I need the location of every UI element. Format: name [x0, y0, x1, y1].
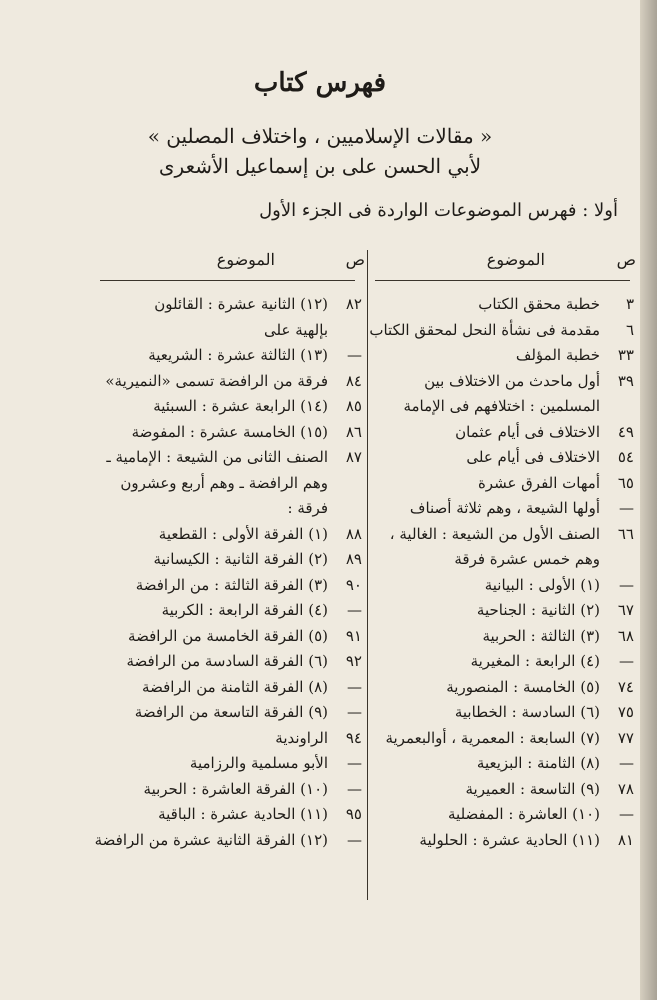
entry-page-number: —: [347, 346, 362, 364]
entry-topic: وهم خمس عشرة فرقة: [454, 550, 600, 568]
index-entry: [359, 573, 634, 599]
entry-page-number: ٩٢: [345, 652, 362, 670]
right-page-header: ص: [616, 250, 636, 269]
index-entry: [87, 445, 362, 471]
index-entry: [359, 445, 634, 471]
index-entry: [359, 343, 634, 369]
index-entry: [87, 394, 362, 420]
index-entry: [359, 751, 634, 777]
author-line: لأبي الحسن على بن إسماعيل الأشعرى: [158, 154, 482, 178]
index-entry: [87, 649, 362, 675]
entry-page-number: ٤٩: [617, 422, 634, 441]
index-entry: [359, 420, 634, 446]
index-entry: [359, 649, 634, 675]
entry-topic: (٢) الفرقة الثانية : الكيسانية: [153, 550, 328, 568]
entry-topic: فرقة :: [287, 499, 328, 517]
entry-page-number: —: [347, 830, 362, 849]
index-entry: [87, 598, 362, 624]
entry-topic: فرقة من الرافضة تسمى «النميرية»: [105, 371, 328, 390]
index-entry: [87, 802, 362, 828]
entry-topic: الصنف الثانى من الشيعة : الإمامية ـ: [106, 448, 328, 466]
index-entry: [359, 318, 634, 344]
index-entry: [87, 471, 362, 497]
entry-page-number: ٥٤: [617, 448, 634, 466]
entry-topic: (١٢) الفرقة الثانية عشرة من الرافضة: [94, 830, 328, 849]
right-header-rule: [375, 280, 630, 281]
entry-page-number: ٨٤: [345, 371, 362, 390]
index-entry: [87, 547, 362, 573]
index-entry: [87, 700, 362, 726]
index-entry: [359, 471, 634, 497]
index-entry: [87, 369, 362, 395]
index-entry: [359, 496, 634, 522]
entry-page-number: ٣٣: [617, 346, 634, 364]
entry-topic: أولها الشيعة ، وهم ثلاثة أصناف: [409, 499, 600, 517]
entry-topic: (٦) الفرقة السادسة من الرافضة: [126, 652, 328, 670]
entry-topic: (١١) الحادية عشرة : الباقية: [158, 805, 328, 823]
entry-topic: (٨) الثامنة : البزيعية: [476, 754, 600, 772]
entry-page-number: ٩٠: [345, 575, 362, 594]
entry-page-number: —: [619, 805, 634, 823]
entry-page-number: —: [619, 652, 634, 670]
left-column: [87, 292, 362, 853]
entry-topic: المسلمين : اختلافهم فى الإمامة: [403, 397, 600, 415]
index-entry: [87, 420, 362, 446]
entry-page-number: ٨٧: [345, 448, 362, 466]
index-entry: [359, 292, 634, 318]
entry-topic: خطبة محقق الكتاب: [478, 295, 600, 313]
index-entry: [359, 624, 634, 650]
entry-topic: الصنف الأول من الشيعة : الغالية ،: [389, 524, 600, 543]
entry-topic: (١) الفرقة الأولى : القطعية: [158, 524, 328, 543]
entry-topic: الاختلاف فى أيام عثمان: [455, 422, 600, 441]
entry-page-number: —: [347, 754, 362, 772]
page-title: فهرس كتاب: [253, 68, 387, 98]
entry-topic: الاختلاف فى أيام على: [466, 448, 600, 466]
entry-page-number: ٨٢: [345, 295, 362, 313]
entry-topic: (١) الأولى : البيانية: [484, 575, 600, 594]
entry-page-number: ٦٧: [617, 601, 634, 619]
entry-topic: (٧) السابعة : المعمرية ، أوالبعمرية: [385, 728, 600, 747]
entry-topic: (١٤) الرابعة عشرة : السبئية: [153, 397, 328, 415]
entry-topic: (٩) التاسعة : العميرية: [465, 779, 600, 798]
page-edge: [640, 0, 657, 1000]
entry-page-number: —: [347, 601, 362, 619]
entry-page-number: —: [347, 677, 362, 696]
entry-topic: أمهات الفرق عشرة: [477, 473, 600, 492]
entry-topic: الأبو مسلمية والرزامية: [189, 754, 328, 772]
index-entry: [87, 573, 362, 599]
entry-topic: (١٣) الثالثة عشرة : الشريعية: [148, 346, 328, 364]
entry-page-number: ٩٤: [345, 728, 362, 747]
entry-page-number: ٦٨: [617, 626, 634, 645]
index-entry: [87, 318, 362, 344]
entry-topic: (٥) الفرقة الخامسة من الرافضة: [128, 626, 328, 645]
entry-page-number: ٧٤: [617, 677, 634, 696]
book-title: « مقالات الإسلاميين ، واختلاف المصلين »: [147, 124, 493, 148]
entry-page-number: ٨٩: [345, 550, 362, 568]
index-entry: [87, 751, 362, 777]
index-entry: [87, 292, 362, 318]
index-entry: [87, 726, 362, 752]
index-entry: [359, 675, 634, 701]
entry-topic: (١٠) العاشرة : المفضلية: [448, 805, 600, 823]
entry-page-number: ٧٥: [617, 703, 634, 721]
entry-topic: (٣) الفرقة الثالثة : من الرافضة: [135, 575, 328, 594]
entry-topic: (٥) الخامسة : المنصورية: [446, 677, 600, 696]
index-entry: [359, 522, 634, 548]
index-entry: [359, 700, 634, 726]
index-entry: [359, 369, 634, 395]
entry-page-number: ٨٥: [345, 397, 362, 415]
index-entry: [359, 777, 634, 803]
entry-page-number: ٦٦: [617, 524, 634, 543]
entry-topic: (٤) الرابعة : المغيرية: [470, 652, 600, 670]
left-header-rule: [100, 280, 355, 281]
index-entry: [87, 496, 362, 522]
entry-topic: (٨) الفرقة الثامنة من الرافضة: [142, 677, 328, 696]
entry-page-number: ٣٩: [617, 371, 634, 390]
entry-topic: (١٢) الثانية عشرة : القائلون: [154, 295, 328, 313]
left-page-header: ص: [345, 250, 365, 269]
entry-page-number: ٩٥: [345, 805, 362, 823]
right-column: [359, 292, 634, 853]
entry-page-number: —: [619, 575, 634, 594]
index-entry: [359, 726, 634, 752]
entry-page-number: ٧٧: [617, 728, 634, 747]
index-entry: [87, 624, 362, 650]
entry-topic: (١١) الحادية عشرة : الحلولية: [419, 830, 600, 849]
entry-topic: (٣) الثالثة : الحربية: [482, 626, 600, 645]
index-entry: [87, 343, 362, 369]
entry-topic: (٤) الفرقة الرابعة : الكربية: [161, 601, 328, 619]
entry-topic: (٢) الثانية : الجناحية: [476, 601, 600, 619]
entry-page-number: ٦: [625, 320, 634, 339]
entry-topic: وهم الرافضة ـ وهم أربع وعشرون: [120, 473, 328, 492]
index-entry: [87, 777, 362, 803]
entry-topic: (١٥) الخامسة عشرة : المفوضة: [131, 422, 328, 441]
index-entry: [87, 522, 362, 548]
entry-page-number: —: [347, 779, 362, 798]
entry-topic: (٦) السادسة : الخطابية: [454, 703, 600, 721]
index-entry: [359, 802, 634, 828]
entry-page-number: —: [619, 499, 634, 517]
entry-page-number: ٨١: [617, 830, 634, 849]
index-entry: [359, 394, 634, 420]
entry-topic: (٩) الفرقة التاسعة من الرافضة: [134, 703, 328, 721]
entry-topic: خطبة المؤلف: [515, 346, 600, 364]
entry-page-number: ٧٨: [617, 779, 634, 798]
entry-topic: (١٠) الفرقة العاشرة : الحربية: [143, 779, 328, 798]
entry-topic: مقدمة فى نشأة النحل لمحقق الكتاب: [369, 320, 600, 339]
entry-page-number: ٦٥: [617, 473, 634, 492]
entry-page-number: ٣: [625, 295, 634, 313]
index-entry: [359, 598, 634, 624]
index-entry: [87, 828, 362, 854]
entry-page-number: —: [347, 703, 362, 721]
entry-page-number: ٩١: [345, 626, 362, 645]
right-topic-header: الموضوع: [486, 250, 545, 269]
entry-topic: الراوندية: [275, 728, 328, 747]
index-entry: [359, 547, 634, 573]
index-entry: [359, 828, 634, 854]
entry-topic: بإلهية على: [264, 320, 328, 339]
entry-page-number: —: [619, 754, 634, 772]
entry-topic: أول ماحدث من الاختلاف بين: [424, 371, 600, 390]
entry-page-number: ٨٦: [345, 422, 362, 441]
index-entry: [87, 675, 362, 701]
left-topic-header: الموضوع: [216, 250, 275, 269]
section-heading: أولا : فهرس الموضوعات الواردة فى الجزء الأول: [259, 200, 618, 221]
entry-page-number: ٨٨: [345, 524, 362, 543]
